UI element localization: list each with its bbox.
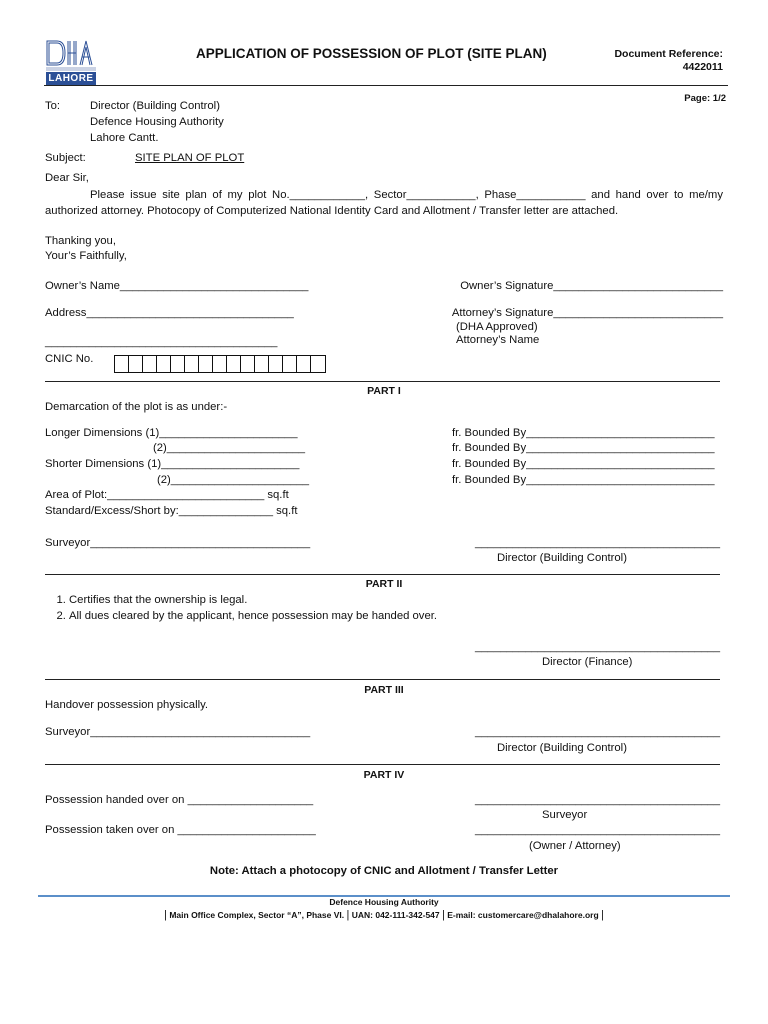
- bounded-by-4[interactable]: fr. Bounded By______________________________: [452, 474, 715, 486]
- to-label: To:: [45, 100, 61, 112]
- thanks: Thanking you,: [45, 235, 116, 247]
- director-finance-signature-line[interactable]: _______________________________________: [474, 641, 720, 653]
- part-2-list: [45, 592, 437, 624]
- footer-email[interactable]: E-mail: customercare@dhalahore.org: [447, 910, 599, 920]
- address-line-1: Director (Building Control): [90, 100, 220, 112]
- longer-dimension-2[interactable]: (2)______________________: [153, 442, 306, 454]
- area-of-plot-field[interactable]: Area of Plot:_________________________ sq.ft: [45, 489, 289, 501]
- letter-body: Please issue site plan of my plot No.____________, Sector___________, Phase___________ and hand over to me/my authorized attorney. Photocopy of Computerized National Identity Card and Allotment / Transfer letter are attached.: [45, 189, 723, 217]
- owner-attorney-signature-line[interactable]: _______________________________________: [474, 824, 720, 836]
- dha-logo: [44, 38, 98, 88]
- salutation: Dear Sir,: [45, 172, 89, 184]
- director-finance: Director (Finance): [542, 656, 633, 668]
- footer-address: Main Office Complex, Sector “A”, Phase VI.: [169, 910, 345, 920]
- part-2-title: PART II: [365, 578, 403, 590]
- standard-excess-short-field[interactable]: Standard/Excess/Short by:_______________ sq.ft: [45, 505, 298, 517]
- part-3-title: PART III: [364, 684, 404, 696]
- shorter-dimension-2[interactable]: (2)______________________: [157, 474, 310, 486]
- doc-ref-label: Document Reference:: [614, 48, 723, 60]
- address-line-3: Lahore Cantt.: [90, 132, 159, 144]
- director-signature-line[interactable]: _______________________________________: [474, 726, 720, 738]
- divider: [45, 764, 720, 765]
- director-signature-line[interactable]: _______________________________________: [474, 537, 720, 549]
- doc-ref-value: 4422011: [682, 61, 723, 73]
- director-building-control: Director (Building Control): [497, 552, 627, 564]
- address-field[interactable]: Address_________________________________: [45, 307, 294, 319]
- part-3-text: Handover possession physically.: [45, 699, 209, 711]
- bounded-by-3[interactable]: fr. Bounded By______________________________: [452, 458, 715, 470]
- footer-uan: UAN: 042-111-342-547: [351, 910, 440, 920]
- header-divider: [44, 85, 728, 86]
- footer-contact: | Main Office Complex, Sector “A”, Phase VI. | UAN: 042-111-342-547 | E-mail: customercare@dhalahore.org |: [164, 909, 604, 921]
- dha-approved: (DHA Approved): [456, 321, 538, 333]
- subject-label: Subject:: [45, 152, 86, 164]
- owner-signature-field[interactable]: Owner’s Signature___________________________: [460, 280, 723, 292]
- address-line-2: Defence Housing Authority: [90, 116, 224, 128]
- page-title: APPLICATION OF POSSESSION OF PLOT (SITE PLAN): [196, 46, 547, 61]
- part-1-title: PART I: [367, 385, 401, 397]
- address-field-line2[interactable]: _____________________________________: [45, 336, 278, 348]
- divider: [45, 679, 720, 680]
- bounded-by-1[interactable]: fr. Bounded By______________________________: [452, 427, 715, 439]
- director-building-control: Director (Building Control): [497, 742, 627, 754]
- cnic-input[interactable]: [114, 355, 326, 373]
- surveyor-signature-line[interactable]: _______________________________________: [474, 794, 720, 806]
- shorter-dimension-1[interactable]: Shorter Dimensions (1)______________________: [45, 458, 300, 470]
- owner-name-field[interactable]: Owner’s Name______________________________: [45, 280, 309, 292]
- attorney-name: Attorney’s Name: [456, 334, 540, 346]
- subject-value: SITE PLAN OF PLOT: [135, 152, 245, 164]
- possession-handed-over-field[interactable]: Possession handed over on ____________________: [45, 794, 314, 806]
- divider: [45, 381, 720, 382]
- logo-city: LAHORE: [48, 73, 94, 84]
- longer-dimension-1[interactable]: Longer Dimensions (1)______________________: [45, 427, 298, 439]
- owner-attorney-label: (Owner / Attorney): [529, 840, 621, 852]
- list-item: 1. Certifies that the ownership is legal.: [69, 592, 437, 608]
- part-1-intro: Demarcation of the plot is as under:-: [45, 401, 228, 413]
- note: Note: Attach a photocopy of CNIC and Allotment / Transfer Letter: [209, 865, 559, 877]
- page-number: Page: 1/2: [684, 93, 726, 104]
- surveyor-label: Surveyor: [542, 809, 588, 821]
- cnic-label: CNIC No.: [45, 353, 94, 365]
- surveyor-field[interactable]: Surveyor___________________________________: [45, 726, 311, 738]
- possession-taken-over-field[interactable]: Possession taken over on ______________________: [45, 824, 316, 836]
- list-item: 2. All dues cleared by the applicant, hence possession may be handed over.: [69, 608, 437, 624]
- part-4-title: PART IV: [363, 769, 405, 781]
- attorney-signature-field[interactable]: Attorney’s Signature___________________________: [451, 307, 723, 319]
- surveyor-field[interactable]: Surveyor___________________________________: [45, 537, 311, 549]
- footer-org: Defence Housing Authority: [329, 897, 439, 907]
- divider: [45, 574, 720, 575]
- bounded-by-2[interactable]: fr. Bounded By______________________________: [452, 442, 715, 454]
- closing: Your’s Faithfully,: [45, 250, 127, 262]
